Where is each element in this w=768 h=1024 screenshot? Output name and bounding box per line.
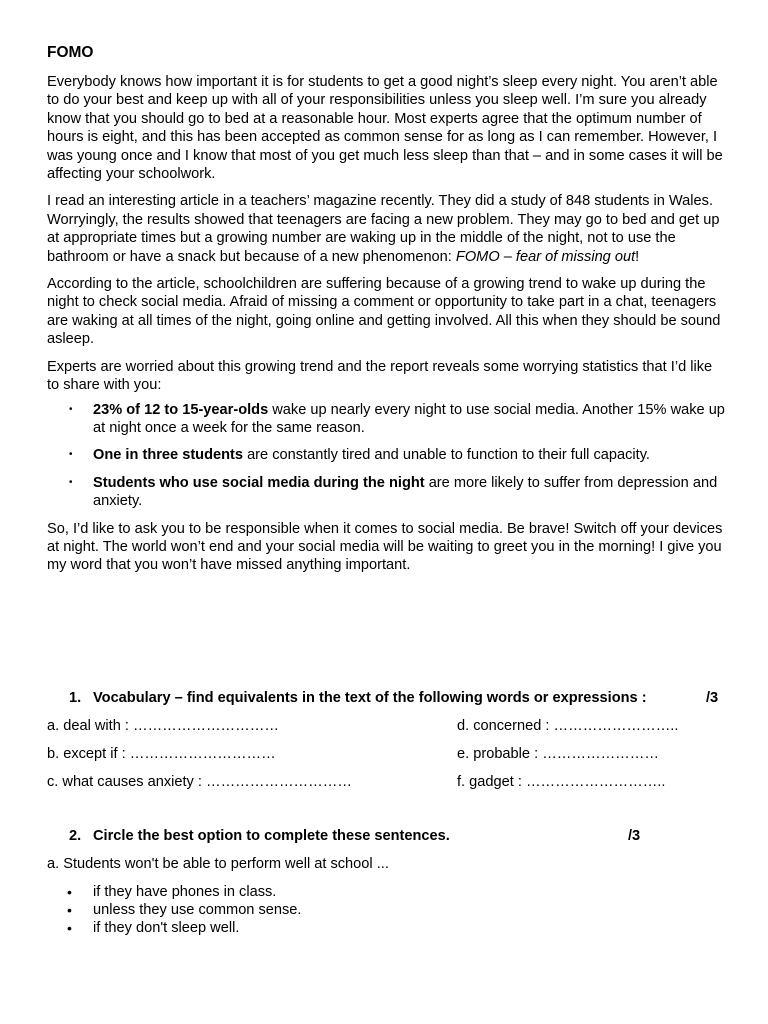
- list-item: [47, 401, 727, 438]
- answer-options: [47, 883, 301, 938]
- paragraph-1: Everybody knows how important it is for students to get a good night’s sleep every night. You aren’t able to do your best and keep up with all of your responsibilities unless you sleep well. I’m sure you already know that you should go to bed at a reasonable hour. Most experts agree that the optimum number of hours is eight, and this has been accepted as common sense for as long as I can remember. However, I was young once and I know that most of you get much less sleep than that – and in some cases it will be affecting your schoolwork.: [47, 74, 723, 183]
- question-2-score: /3: [628, 828, 641, 844]
- fomo-definition: FOMO – fear of missing out: [455, 248, 636, 265]
- article: [47, 43, 727, 584]
- vocab-item-c: c. what causes anxiety : …………………………: [47, 774, 352, 790]
- list-item: [47, 474, 727, 511]
- vocab-item-e: e. probable : ……………………: [457, 746, 659, 762]
- paragraph-5: So, I’d like to ask you to be responsible when it comes to social media. Be brave! Switch off your devices at night. The world won’t end and your social media will be waiting to greet you in the morning! I give you my word that you won’t have missed anything important.: [47, 520, 723, 574]
- option-item[interactable]: • unless they use common sense.: [47, 901, 301, 919]
- stat-highlight: Students who use social media during the night: [93, 474, 425, 491]
- question-2-number: 2.: [69, 828, 82, 844]
- paragraph-2-text: I read an interesting article in a teachers’ magazine recently. They did a study of 848 students in Wales. Worryingly, the results showed that teenagers are facing a new problem. They may go to bed and get up at appropriate times but a growing number are waking up in the middle of the night, not to use the bathroom or have a snack but because of a new phenomenon:: [47, 193, 720, 265]
- question-2-sentence: a. Students won't be able to perform well at school ...: [47, 856, 389, 872]
- paragraph-4: Experts are worried about this growing trend and the report reveals some worrying statistics that I’d like to share with you:: [47, 358, 713, 394]
- vocab-item-d: d. concerned : ……………………..: [457, 718, 679, 734]
- question-1-heading: Vocabulary – find equivalents in the text of the following words or expressions :: [93, 690, 647, 706]
- stat-highlight: One in three students: [93, 447, 244, 464]
- paragraph-2-end: !: [635, 248, 640, 265]
- stat-highlight: 23% of 12 to 15-year-olds: [93, 401, 269, 418]
- question-1-score: /3: [706, 690, 719, 706]
- stat-text: are more likely to suffer from depression and anxiety.: [93, 474, 718, 510]
- question-2-heading: Circle the best option to complete these sentences.: [93, 828, 450, 844]
- option-item[interactable]: • if they have phones in class.: [47, 883, 301, 901]
- paragraph-2: [47, 192, 727, 266]
- vocab-item-f: f. gadget : ………………………..: [457, 774, 666, 790]
- question-1-number: 1.: [69, 690, 82, 706]
- article-title: FOMO: [47, 44, 94, 61]
- vocab-item-a: a. deal with : …………………………: [47, 718, 279, 734]
- stat-text: are constantly tired and unable to function to their full capacity.: [243, 447, 650, 464]
- statistics-list: [47, 401, 727, 511]
- paragraph-3: According to the article, schoolchildren are suffering because of a growing trend to wake up during the night to check social media. Afraid of missing a comment or opportunity to take part in a chat, teenagers are waking at all times of the night, going online and getting involved. All this when they should be sound asleep.: [47, 276, 721, 348]
- option-item[interactable]: • if they don't sleep well.: [47, 919, 301, 937]
- stat-text: wake up nearly every night to use social media. Another 15% wake up at night once a week for the same reason.: [93, 401, 725, 436]
- vocab-item-b: b. except if : …………………………: [47, 746, 276, 762]
- list-item: [47, 446, 727, 464]
